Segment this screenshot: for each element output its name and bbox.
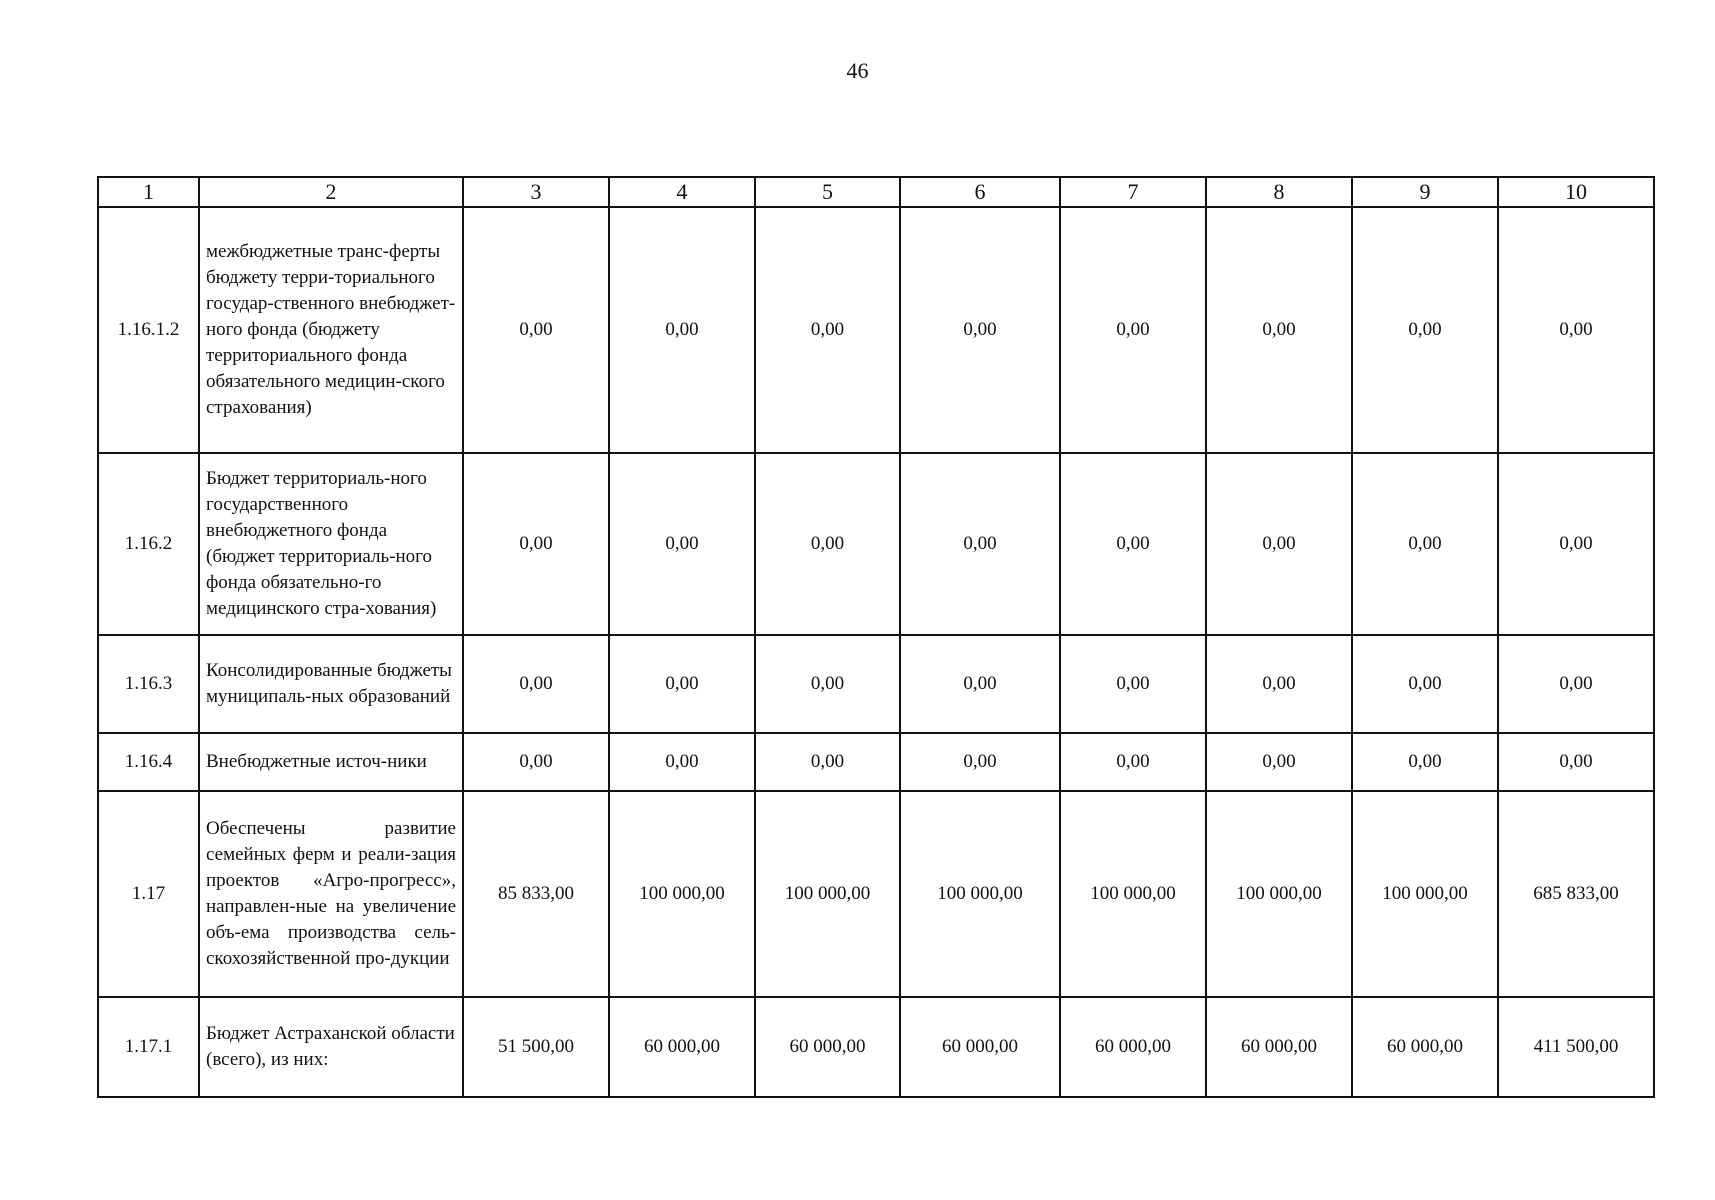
- value-cell: 0,00: [463, 453, 609, 635]
- value-cell: 0,00: [1498, 733, 1654, 791]
- value-cell: 0,00: [1206, 453, 1352, 635]
- value-cell: 411 500,00: [1498, 997, 1654, 1097]
- value-cell: 60 000,00: [1352, 997, 1498, 1097]
- value-cell: 0,00: [755, 733, 900, 791]
- value-cell: 60 000,00: [609, 997, 755, 1097]
- column-header: 6: [900, 177, 1060, 207]
- value-cell: 100 000,00: [1206, 791, 1352, 997]
- row-code: 1.16.2: [98, 453, 199, 635]
- value-cell: 60 000,00: [755, 997, 900, 1097]
- value-cell: 0,00: [609, 453, 755, 635]
- row-description: Консолидированные бюджеты муниципаль-ных образований: [199, 635, 463, 733]
- value-cell: 100 000,00: [1352, 791, 1498, 997]
- value-cell: 100 000,00: [900, 791, 1060, 997]
- value-cell: 0,00: [900, 733, 1060, 791]
- column-header: 1: [98, 177, 199, 207]
- value-cell: 0,00: [1498, 453, 1654, 635]
- table-row: [98, 791, 1654, 997]
- column-header: 10: [1498, 177, 1654, 207]
- value-cell: 0,00: [900, 635, 1060, 733]
- row-code: 1.17: [98, 791, 199, 997]
- value-cell: 0,00: [1060, 635, 1206, 733]
- table-row: [98, 635, 1654, 733]
- table-row: [98, 997, 1654, 1097]
- value-cell: 100 000,00: [1060, 791, 1206, 997]
- value-cell: 51 500,00: [463, 997, 609, 1097]
- value-cell: 0,00: [755, 207, 900, 453]
- value-cell: 0,00: [1060, 207, 1206, 453]
- value-cell: 0,00: [755, 453, 900, 635]
- row-description: межбюджетные транс-ферты бюджету терри-ториального государ-ственного внебюджет-ного фонда (бюджету территориального фонда обязательного медицин-ского страхования): [199, 207, 463, 453]
- value-cell: 100 000,00: [755, 791, 900, 997]
- column-header: 7: [1060, 177, 1206, 207]
- row-code: 1.16.3: [98, 635, 199, 733]
- column-header: 3: [463, 177, 609, 207]
- value-cell: 0,00: [900, 207, 1060, 453]
- page-number: 46: [846, 58, 869, 83]
- value-cell: 0,00: [1352, 207, 1498, 453]
- value-cell: 685 833,00: [1498, 791, 1654, 997]
- table-row: [98, 733, 1654, 791]
- value-cell: 0,00: [1352, 635, 1498, 733]
- value-cell: 100 000,00: [609, 791, 755, 997]
- value-cell: 0,00: [463, 733, 609, 791]
- value-cell: 0,00: [609, 207, 755, 453]
- row-code: 1.16.1.2: [98, 207, 199, 453]
- value-cell: 60 000,00: [1206, 997, 1352, 1097]
- column-header: 8: [1206, 177, 1352, 207]
- value-cell: 0,00: [1352, 733, 1498, 791]
- budget-table: [97, 176, 1655, 1098]
- value-cell: 0,00: [1060, 453, 1206, 635]
- value-cell: 0,00: [609, 733, 755, 791]
- row-description: Внебюджетные источ-ники: [199, 733, 463, 791]
- value-cell: 0,00: [1206, 635, 1352, 733]
- row-code: 1.17.1: [98, 997, 199, 1097]
- value-cell: 85 833,00: [463, 791, 609, 997]
- column-header: 5: [755, 177, 900, 207]
- value-cell: 0,00: [1352, 453, 1498, 635]
- row-code: 1.16.4: [98, 733, 199, 791]
- value-cell: 0,00: [1206, 207, 1352, 453]
- value-cell: 0,00: [463, 635, 609, 733]
- row-description: Бюджет территориаль-ного государственного внебюджетного фонда (бюджет территориаль-ного фонда обязательно-го медицинского стра-хования): [199, 453, 463, 635]
- value-cell: 0,00: [609, 635, 755, 733]
- value-cell: 60 000,00: [900, 997, 1060, 1097]
- row-description: Обеспечены развитие семейных ферм и реали-зация проектов «Агро-прогресс», направлен-ные на увеличение объ-ема производства сель-скохозяйственной про-дукции: [199, 791, 463, 997]
- column-header: 2: [199, 177, 463, 207]
- table-row: [98, 207, 1654, 453]
- value-cell: 0,00: [1060, 733, 1206, 791]
- row-description: Бюджет Астраханской области (всего), из них:: [199, 997, 463, 1097]
- value-cell: 0,00: [1206, 733, 1352, 791]
- column-header: 9: [1352, 177, 1498, 207]
- value-cell: 0,00: [1498, 207, 1654, 453]
- table-row: [98, 453, 1654, 635]
- header-row: [98, 177, 1654, 207]
- value-cell: 0,00: [755, 635, 900, 733]
- value-cell: 0,00: [463, 207, 609, 453]
- value-cell: 60 000,00: [1060, 997, 1206, 1097]
- value-cell: 0,00: [1498, 635, 1654, 733]
- column-header: 4: [609, 177, 755, 207]
- value-cell: 0,00: [900, 453, 1060, 635]
